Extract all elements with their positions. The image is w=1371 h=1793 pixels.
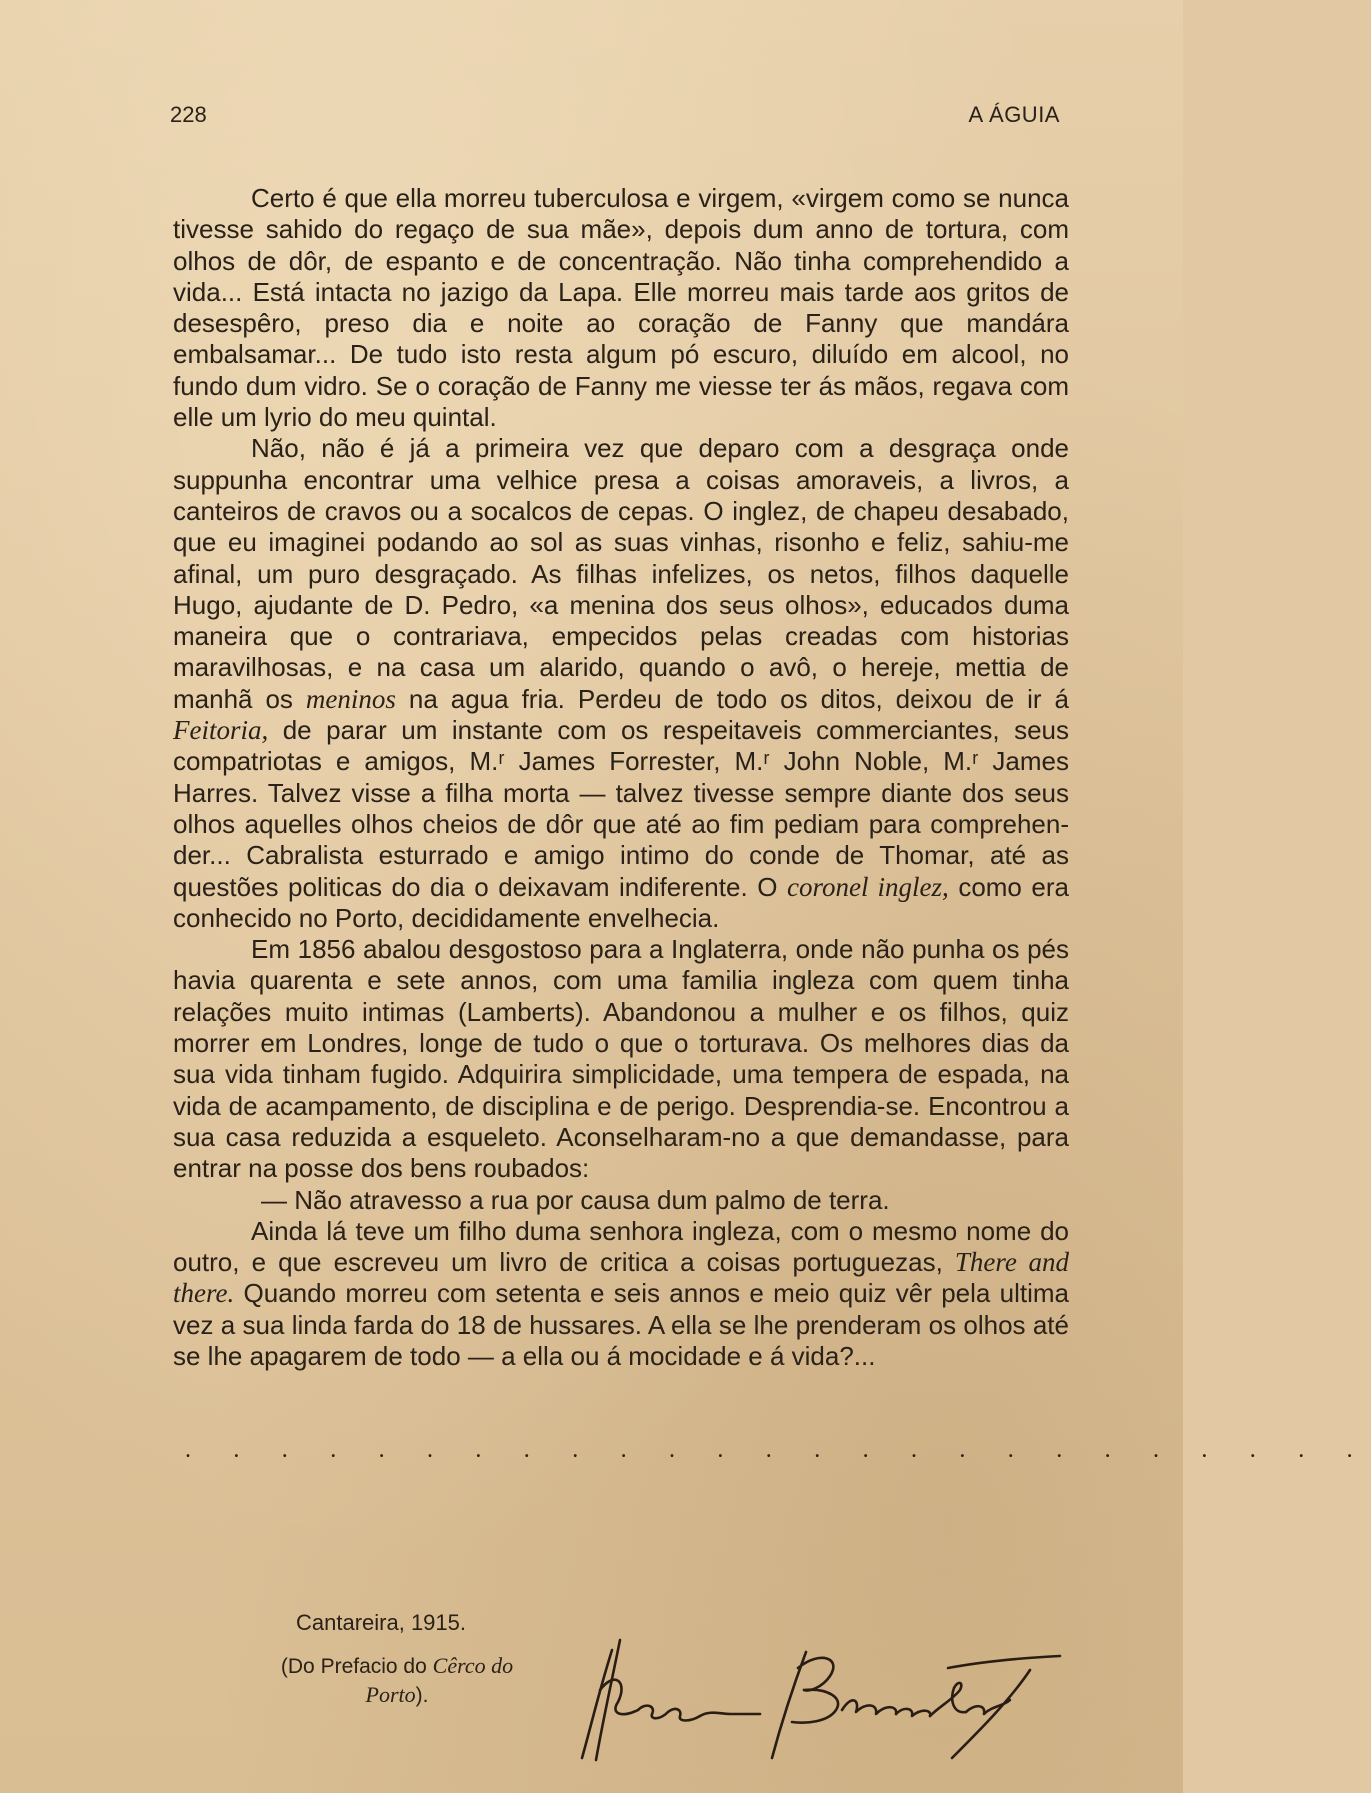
italic-meninos: meninos [305,683,396,714]
body-text [173,183,1069,1372]
quoted-speech: — Não atravesso a rua por causa dum palmo de terra. [261,1184,890,1215]
page-number: 228 [170,102,207,127]
paragraph-2-part-c: de parar um instante com os respeitaveis commerciantes, seus compatriotas e amigos, M.ʳ James Forrester, M.ʳ John Noble, M.ʳ James Harres. Talvez visse a filha morta — talvez tivesse sempre diante dos seus olhos aquelles olhos cheios de dôr que até ao fim pediam para comprehender... Cabralista esturrado e amigo intimo do conde de Thomar, até as questões politicas do dia o deixavam indiferente. O [173,715,1069,902]
source-title: Cêrco do Porto [365,1653,514,1707]
paragraph-2-part-a: Não, não é já a primeira vez que deparo com a desgraça onde suppunha encontrar uma velhice presa a coisas amoraveis, a livros, a canteiros de cravos ou a socalcos de cepas. O inglez, de chapeu desabado, que eu imaginei podando ao sol as suas vinhas, risonho e feliz, sahiu-me afinal, um puro desgraçado. As filhas infelizes, os netos, filhos daquelle Hugo, ajudante de D. Pedro, «a menina dos seus olhos», educados duma maneira que o contrariava, empecidos pelas creadas com historias maravilhosas, e na casa um alarido, quando o avô, o hereje, mettia de manhã os [173,433,1069,714]
source-note [262,1652,532,1710]
paragraph-4-part-a: Ainda lá teve um filho duma senhora ingleza, com o mesmo nome do outro, e que escreveu um livro de critica a coisas portuguezas, [173,1215,1069,1278]
source-prefix: (Do Prefacio do [280,1655,433,1678]
paragraph-2 [173,433,1069,934]
paragraph-2-part-d: como era conhecido no Porto, decididamente envelhecia. [173,871,1070,933]
italic-feitoria: Feitoria, [173,715,269,746]
paragraph-4-part-b: Quando morreu com setenta e seis annos e meio quiz vêr pela ultima vez a sua linda farda do 18 de hussares. A ella se lhe prenderam os olhos até se lhe apagarem de todo — a ella ou á mocidade e á vida?... [173,1278,1069,1371]
paragraph-2-part-b: na agua fria. Perdeu de todo os ditos, deixou de ir á [395,683,1070,714]
dotted-separator: . . . . . . . . . . . . . . . . . . . . . . . . . [185,1437,1371,1463]
source-suffix: ). [415,1684,429,1707]
italic-coronel-inglez: coronel inglez, [786,871,949,902]
handwritten-signature [560,1610,1070,1770]
paragraph-3: Em 1856 abalou desgostoso para a Inglaterra, onde não punha os pés havia quarenta e sete annos, com uma familia ingleza com quem tinha relações muito intimas (Lamberts). Abandonou a mulher e os filhos, quiz morrer em Londres, longe de tudo o que o torturava. Os melhores dias da sua vida tinham fugido. Adquirira simplicidade, uma tempera de espada, na vida de acampamento, de disciplina e de perigo. Desprendia-se. Encontrou a sua casa reduzida a esqueleto. Aconselharam-no a que demandasse, para entrar na posse dos bens roubados: [173,934,1069,1184]
paragraph-4 [173,1216,1069,1372]
running-title: A ÁGUIA [968,102,1060,127]
paragraph-1: Certo é que ella morreu tuberculosa e virgem, «virgem como se nunca tivesse sahido do regaço de sua mãe», depois dum anno de tortura, com olhos de dôr, de espanto e de concentração. Não tinha comprehendido a vida... Está intacta no jazigo da Lapa. Elle morreu mais tarde aos gritos de desespêro, preso dia e noite ao coração de Fanny que mandára embalsamar... De tudo isto resta algum pó escuro, diluído em alcool, no fundo dum vidro. Se o coração de Fanny me viesse ter ás mãos, regava com elle um lyrio do meu quintal. [173,183,1069,433]
place-date: Cantareira, 1915. [296,1610,466,1635]
page-header [170,102,1060,132]
italic-book-title: There and there. [173,1247,1069,1309]
